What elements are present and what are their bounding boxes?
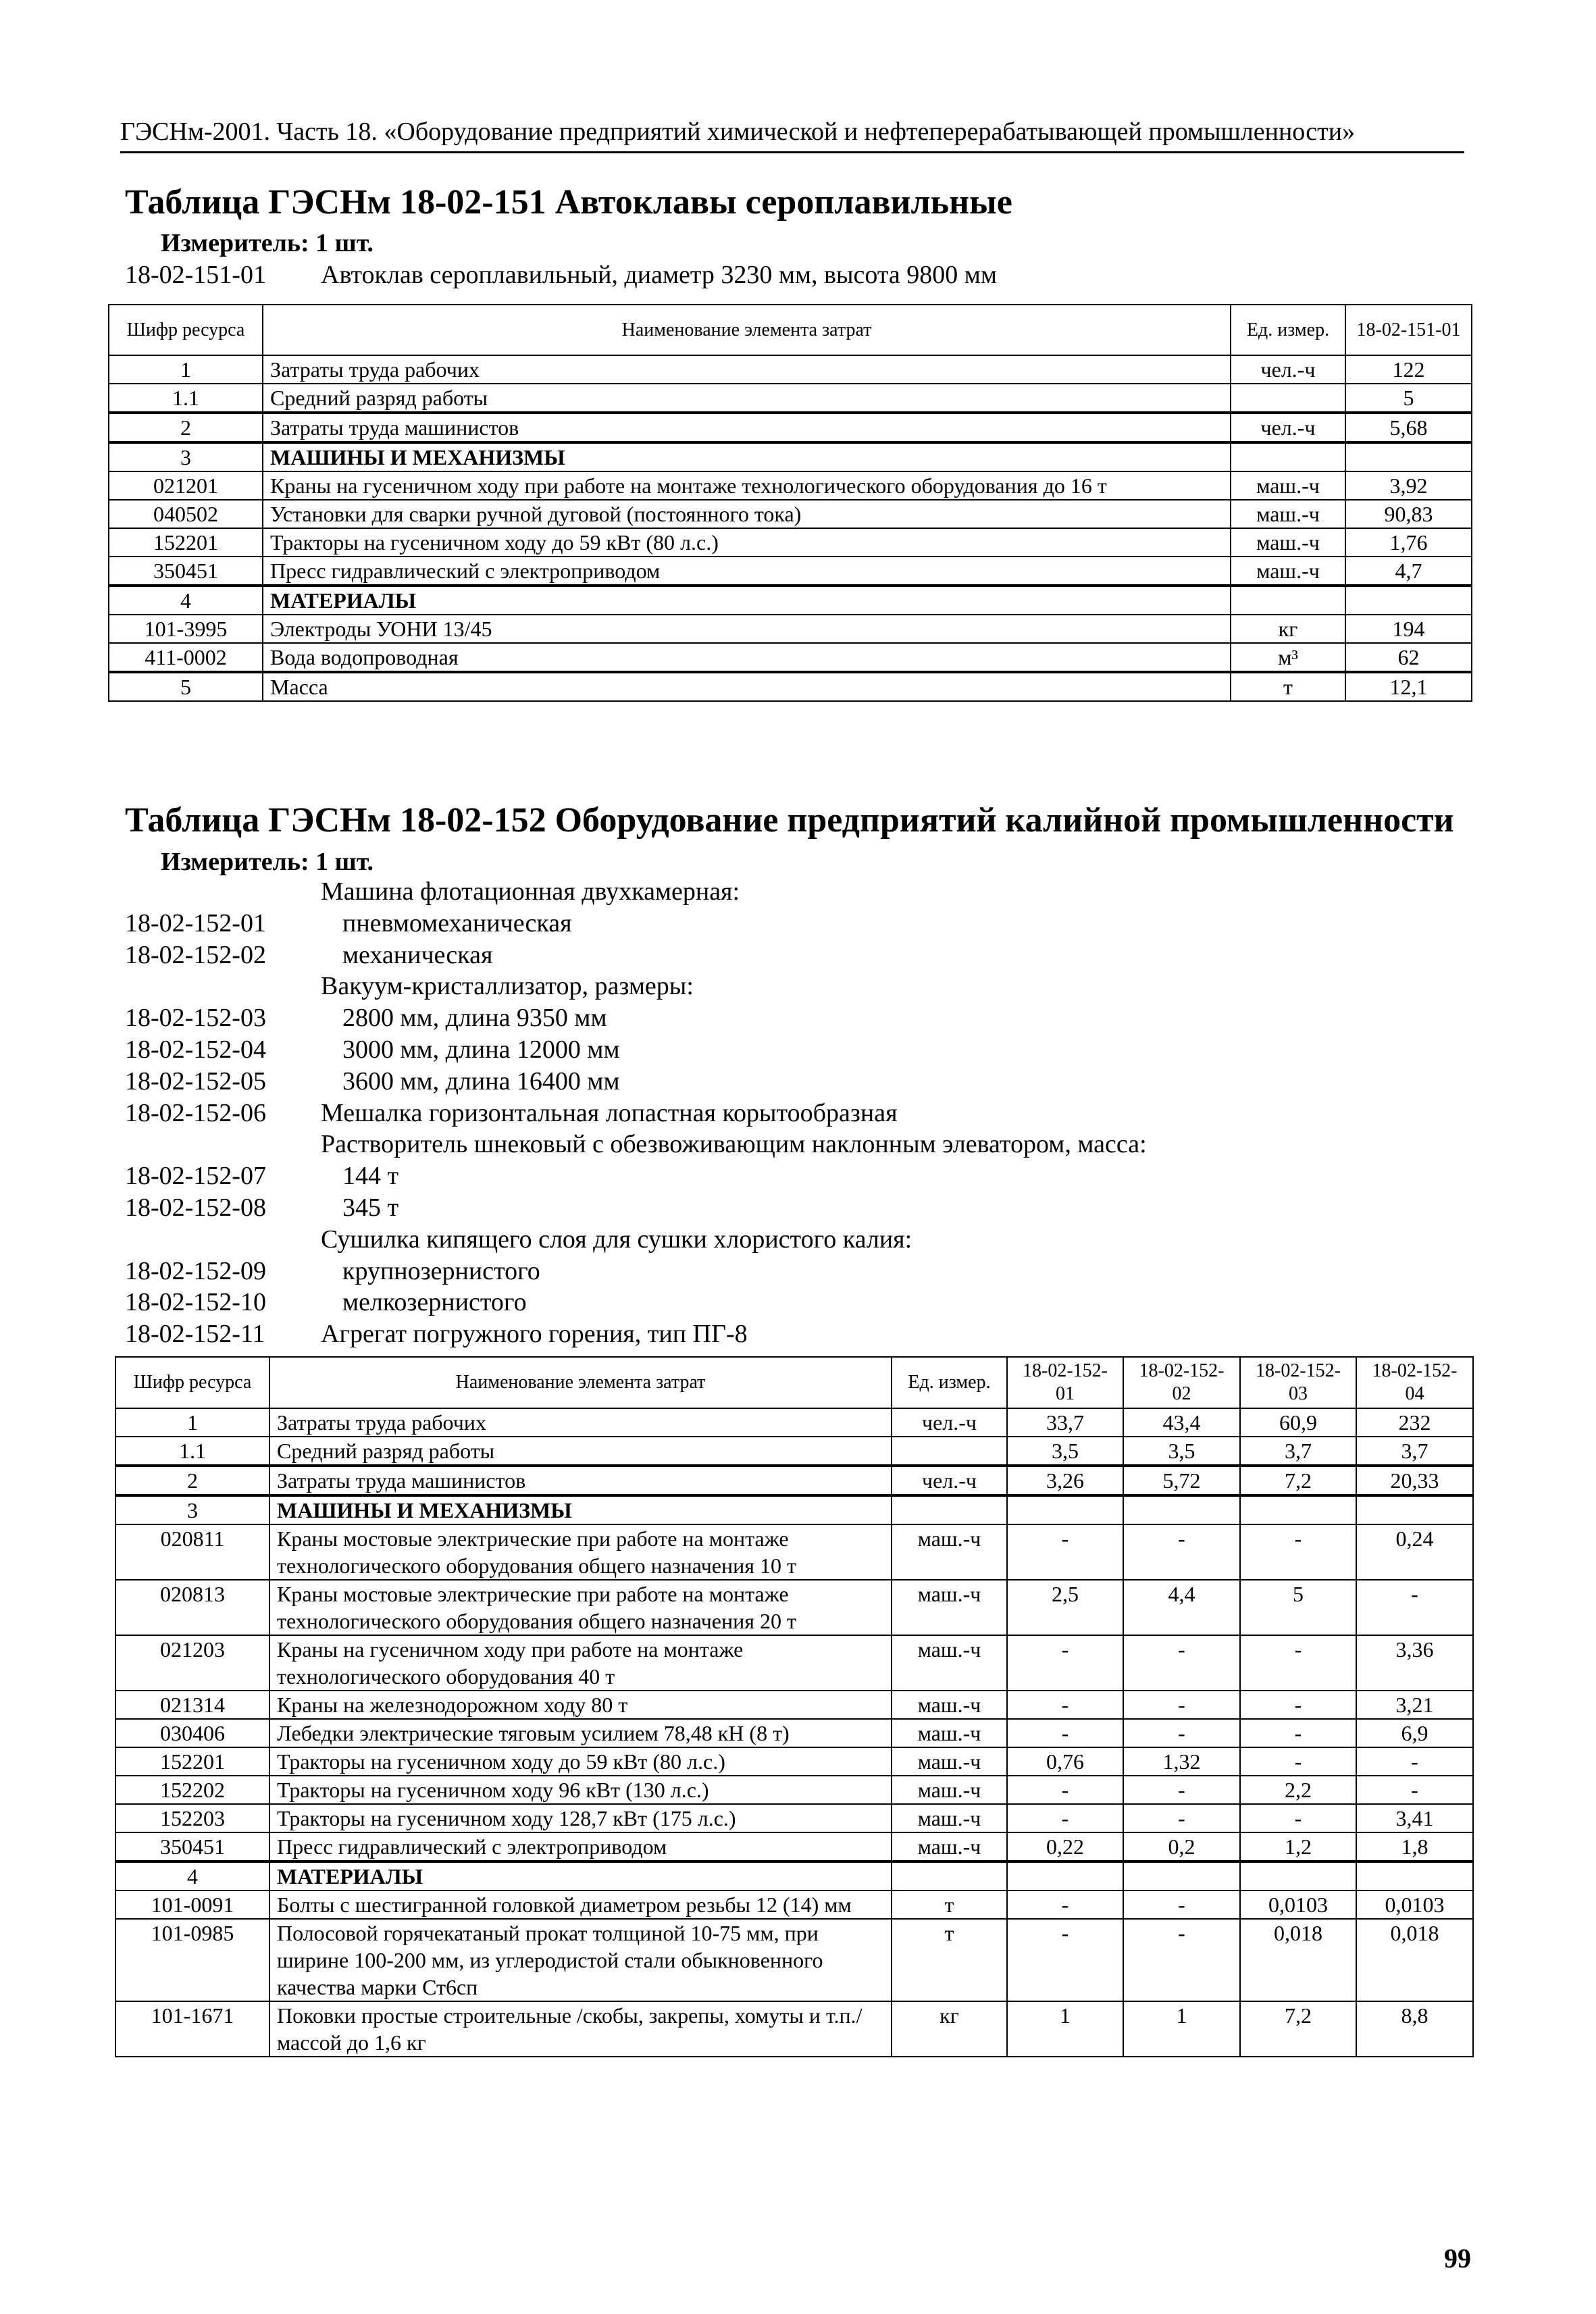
cell-value: 194 (1345, 615, 1472, 643)
cell-unit: кг (892, 2001, 1007, 2057)
item-text: Агрегат погружного горения, тип ПГ-8 (321, 1320, 748, 1349)
cell-name: Масса (263, 672, 1231, 701)
table-row (115, 1635, 1473, 1691)
cell-unit: маш.-ч (892, 1635, 1007, 1691)
cell-code: 152202 (115, 1776, 269, 1804)
item-code: 18-02-152-06 (125, 1098, 266, 1127)
cell-code: 030406 (115, 1719, 269, 1747)
page-number: 99 (1444, 2243, 1471, 2273)
cell-value (1345, 442, 1472, 471)
cell-code: 2 (115, 1466, 269, 1495)
cell-value: - (1240, 1804, 1356, 1832)
cell-code: 350451 (115, 1832, 269, 1861)
cell-value: 90,83 (1345, 500, 1472, 528)
table-row (109, 615, 1472, 643)
cell-value: 5,68 (1345, 413, 1472, 442)
cell-code: 3 (109, 442, 263, 471)
item-text: мелкозернистого (342, 1288, 527, 1317)
cell-value: 1 (1123, 2001, 1240, 2057)
cell-value: 3,36 (1356, 1635, 1473, 1691)
cell-value: 0,018 (1240, 1919, 1356, 2001)
cell-value: - (1123, 1691, 1240, 1719)
cell-name: Средний разряд работы (269, 1437, 892, 1466)
cell-code: 101-1671 (115, 2001, 269, 2057)
cell-name: Затраты труда рабочих (269, 1408, 892, 1437)
header-code: Шифр ресурса (109, 305, 263, 355)
item-code: 18-02-152-03 (125, 1004, 266, 1033)
header-col: 18-02-152-04 (1356, 1357, 1473, 1408)
table-row (115, 2001, 1473, 2057)
table1-item-list (125, 259, 1442, 291)
cell-unit: чел.-ч (892, 1408, 1007, 1437)
cell-value: 3,21 (1356, 1691, 1473, 1719)
cell-value: 0,0103 (1356, 1891, 1473, 1919)
cell-value: 5 (1240, 1580, 1356, 1635)
cell-name: Краны мостовые электрические при работе на монтаже технологического оборудования общего назначения 10 т (269, 1524, 892, 1580)
item-code: 18-02-151-01 (125, 261, 266, 289)
cell-value: 2,2 (1240, 1776, 1356, 1804)
header-unit: Ед. измер. (1231, 305, 1345, 355)
cell-code: 1.1 (115, 1437, 269, 1466)
table-row (115, 1580, 1473, 1635)
list-item (125, 1287, 1442, 1318)
cell-code: 101-0091 (115, 1891, 269, 1919)
cell-name: Затраты труда машинистов (269, 1466, 892, 1495)
cell-name: Тракторы на гусеничном ходу 96 кВт (130 л.с.) (269, 1776, 892, 1804)
header-name: Наименование элемента затрат (263, 305, 1231, 355)
cell-name: Затраты труда рабочих (263, 355, 1231, 384)
cell-value: - (1240, 1747, 1356, 1776)
item-code: 18-02-152-04 (125, 1035, 266, 1064)
cell-value: 0,22 (1007, 1832, 1123, 1861)
item-code: 18-02-152-09 (125, 1256, 266, 1285)
list-item (125, 1224, 1442, 1256)
item-text: пневмомеханическая (342, 908, 572, 937)
cell-value: - (1123, 1776, 1240, 1804)
cell-value: 1,2 (1240, 1832, 1356, 1861)
table2-item-list (125, 876, 1442, 1350)
cell-name: Краны мостовые электрические при работе на монтаже технологического оборудования общего назначения 20 т (269, 1580, 892, 1635)
cell-value: 4,7 (1345, 557, 1472, 586)
cell-code: 152201 (109, 528, 263, 557)
cell-value: 1,32 (1123, 1747, 1240, 1776)
cell-value: 43,4 (1123, 1408, 1240, 1437)
header-col: 18-02-152-03 (1240, 1357, 1356, 1408)
cell-value: - (1007, 1804, 1123, 1832)
cell-code: 4 (109, 586, 263, 615)
cell-value: - (1007, 1919, 1123, 2001)
table-row (109, 586, 1472, 615)
list-item (125, 1034, 1442, 1066)
cell-code: 021203 (115, 1635, 269, 1691)
item-code: 18-02-152-08 (125, 1193, 266, 1222)
table2-meter: Измеритель: 1 шт. (161, 848, 374, 876)
table1-resources (108, 304, 1472, 702)
cell-value: - (1240, 1635, 1356, 1691)
cell-name: Краны на железнодорожном ходу 80 т (269, 1691, 892, 1719)
cell-value: 12,1 (1345, 672, 1472, 701)
cell-value: - (1007, 1891, 1123, 1919)
table2-resources (115, 1356, 1474, 2057)
cell-name: МАШИНЫ И МЕХАНИЗМЫ (269, 1495, 892, 1524)
cell-value: 232 (1356, 1408, 1473, 1437)
table-row (115, 1408, 1473, 1437)
cell-value: - (1240, 1524, 1356, 1580)
table-row (109, 557, 1472, 586)
cell-unit: кг (1231, 615, 1345, 643)
cell-name: Электроды УОНИ 13/45 (263, 615, 1231, 643)
page-header: ГЭСНм-2001. Часть 18. «Оборудование предприятий химической и нефтеперерабатывающей промышленности» (120, 115, 1464, 153)
cell-value (1345, 586, 1472, 615)
cell-unit (1231, 442, 1345, 471)
cell-name: Полосовой горячекатаный прокат толщиной 10-75 мм, при ширине 100-200 мм, из углеродистой стали обыкновенного качества марки Ст6сп (269, 1919, 892, 2001)
cell-name: Тракторы на гусеничном ходу 128,7 кВт (175 л.с.) (269, 1804, 892, 1832)
cell-value: - (1123, 1919, 1240, 2001)
cell-value: 0,018 (1356, 1919, 1473, 2001)
item-text: Сушилка кипящего слоя для сушки хлористого калия: (321, 1225, 912, 1254)
cell-value: - (1123, 1524, 1240, 1580)
cell-value: 3,7 (1240, 1437, 1356, 1466)
cell-value: 3,26 (1007, 1466, 1123, 1495)
table-row (115, 1747, 1473, 1776)
cell-value (1007, 1861, 1123, 1891)
cell-value: - (1123, 1804, 1240, 1832)
cell-value: 3,41 (1356, 1804, 1473, 1832)
cell-value: - (1356, 1747, 1473, 1776)
item-code: 18-02-152-10 (125, 1288, 266, 1317)
cell-unit: маш.-ч (892, 1747, 1007, 1776)
table-row (109, 500, 1472, 528)
cell-value: 62 (1345, 643, 1472, 672)
cell-unit: м³ (1231, 643, 1345, 672)
cell-code: 350451 (109, 557, 263, 586)
item-text: Вакуум-кристаллизатор, размеры: (321, 972, 694, 1001)
cell-value: 20,33 (1356, 1466, 1473, 1495)
cell-value: 0,76 (1007, 1747, 1123, 1776)
cell-unit (892, 1495, 1007, 1524)
cell-value (1240, 1861, 1356, 1891)
table-row (109, 672, 1472, 701)
cell-value: 1,76 (1345, 528, 1472, 557)
table-row (109, 355, 1472, 384)
table-row (115, 1804, 1473, 1832)
table-row (115, 1691, 1473, 1719)
cell-code: 2 (109, 413, 263, 442)
cell-name: Краны на гусеничном ходу при работе на монтаже технологического оборудования 40 т (269, 1635, 892, 1691)
cell-value: 33,7 (1007, 1408, 1123, 1437)
list-item (125, 1002, 1442, 1034)
cell-name: Средний разряд работы (263, 384, 1231, 413)
cell-value: - (1007, 1776, 1123, 1804)
cell-value: 2,5 (1007, 1580, 1123, 1635)
cell-value: - (1240, 1719, 1356, 1747)
list-item (125, 971, 1442, 1002)
cell-unit: т (1231, 672, 1345, 701)
cell-value: 6,9 (1356, 1719, 1473, 1747)
item-code (125, 1129, 321, 1160)
table-row (115, 1832, 1473, 1861)
item-text: 2800 мм, длина 9350 мм (342, 1004, 607, 1033)
table-row (115, 1919, 1473, 2001)
cell-value: 1,8 (1356, 1832, 1473, 1861)
cell-unit: маш.-ч (892, 1719, 1007, 1747)
cell-name: Поковки простые строительные /скобы, закрепы, хомуты и т.п./ массой до 1,6 кг (269, 2001, 892, 2057)
table-row (109, 471, 1472, 500)
cell-code: 1.1 (109, 384, 263, 413)
cell-value: 3,5 (1123, 1437, 1240, 1466)
table-row (115, 1524, 1473, 1580)
table-row (115, 1466, 1473, 1495)
cell-value: 5,72 (1123, 1466, 1240, 1495)
cell-unit: маш.-ч (1231, 528, 1345, 557)
cell-code: 021314 (115, 1691, 269, 1719)
list-item (125, 1160, 1442, 1192)
cell-value: 1 (1007, 2001, 1123, 2057)
cell-unit: чел.-ч (1231, 355, 1345, 384)
cell-value: 0,0103 (1240, 1891, 1356, 1919)
cell-code: 1 (109, 355, 263, 384)
cell-code: 152201 (115, 1747, 269, 1776)
header-col: 18-02-152-01 (1007, 1357, 1123, 1408)
list-item (125, 908, 1442, 940)
item-text: крупнозернистого (342, 1256, 540, 1285)
cell-value: 0,2 (1123, 1832, 1240, 1861)
cell-value (1123, 1495, 1240, 1524)
cell-name: Лебедки электрические тяговым усилием 78,48 кН (8 т) (269, 1719, 892, 1747)
cell-unit: маш.-ч (1231, 557, 1345, 586)
item-text: Мешалка горизонтальная лопастная корытообразная (321, 1098, 898, 1127)
cell-code: 101-3995 (109, 615, 263, 643)
item-text: 3600 мм, длина 16400 мм (342, 1066, 620, 1096)
cell-name: Затраты труда машинистов (263, 413, 1231, 442)
cell-value: 4,4 (1123, 1580, 1240, 1635)
cell-code: 101-0985 (115, 1919, 269, 2001)
item-code: 18-02-152-11 (125, 1320, 265, 1349)
cell-code: 152203 (115, 1804, 269, 1832)
header-col: 18-02-151-01 (1345, 305, 1472, 355)
cell-value: - (1007, 1635, 1123, 1691)
item-text: механическая (342, 940, 493, 969)
cell-name: МАТЕРИАЛЫ (263, 586, 1231, 615)
cell-unit: маш.-ч (892, 1832, 1007, 1861)
cell-unit (1231, 586, 1345, 615)
cell-unit (892, 1861, 1007, 1891)
item-text: 3000 мм, длина 12000 мм (342, 1035, 620, 1064)
header-code: Шифр ресурса (115, 1357, 269, 1408)
cell-unit: чел.-ч (1231, 413, 1345, 442)
cell-value: 7,2 (1240, 1466, 1356, 1495)
item-code (125, 971, 321, 1002)
cell-unit: т (892, 1891, 1007, 1919)
list-item (125, 940, 1442, 971)
table-row (109, 413, 1472, 442)
cell-value: 3,92 (1345, 471, 1472, 500)
cell-unit: т (892, 1919, 1007, 2001)
table-row (115, 1776, 1473, 1804)
cell-value: - (1123, 1635, 1240, 1691)
cell-value: - (1007, 1524, 1123, 1580)
cell-value: - (1007, 1691, 1123, 1719)
cell-value (1356, 1861, 1473, 1891)
list-item (125, 1098, 1442, 1129)
cell-value: - (1240, 1691, 1356, 1719)
cell-value: - (1007, 1719, 1123, 1747)
cell-value: 7,2 (1240, 2001, 1356, 2057)
item-text: Растворитель шнековый с обезвоживающим наклонным элеватором, масса: (321, 1130, 1147, 1159)
cell-value (1007, 1495, 1123, 1524)
cell-value: 0,24 (1356, 1524, 1473, 1580)
list-item (125, 1129, 1442, 1160)
table-row (109, 528, 1472, 557)
table1-meter: Измеритель: 1 шт. (161, 229, 374, 257)
cell-code: 021201 (109, 471, 263, 500)
list-item (125, 259, 1442, 291)
cell-unit: чел.-ч (892, 1466, 1007, 1495)
cell-unit: маш.-ч (892, 1776, 1007, 1804)
cell-code: 1 (115, 1408, 269, 1437)
cell-name: Болты с шестигранной головкой диаметром резьбы 12 (14) мм (269, 1891, 892, 1919)
list-item (125, 1318, 1442, 1350)
cell-name: МАШИНЫ И МЕХАНИЗМЫ (263, 442, 1231, 471)
list-item (125, 1256, 1442, 1287)
cell-code: 4 (115, 1861, 269, 1891)
table-row (115, 1495, 1473, 1524)
cell-value: 3,7 (1356, 1437, 1473, 1466)
list-item (125, 876, 1442, 908)
header-name: Наименование элемента затрат (269, 1357, 892, 1408)
cell-unit: маш.-ч (892, 1691, 1007, 1719)
cell-unit: маш.-ч (892, 1524, 1007, 1580)
table1-title: Таблица ГЭСНм 18-02-151 Автоклавы сероплавильные (125, 183, 1012, 222)
cell-value: 60,9 (1240, 1408, 1356, 1437)
cell-value: - (1123, 1891, 1240, 1919)
cell-value: 8,8 (1356, 2001, 1473, 2057)
list-item (125, 1066, 1442, 1098)
cell-value: - (1356, 1776, 1473, 1804)
item-text: 345 т (342, 1193, 399, 1222)
table-row (115, 1861, 1473, 1891)
cell-value (1240, 1495, 1356, 1524)
cell-unit (1231, 384, 1345, 413)
cell-value (1123, 1861, 1240, 1891)
cell-unit: маш.-ч (1231, 500, 1345, 528)
table-row (115, 1719, 1473, 1747)
header-col: 18-02-152-02 (1123, 1357, 1240, 1408)
header-unit: Ед. измер. (892, 1357, 1007, 1408)
cell-value: 122 (1345, 355, 1472, 384)
list-item (125, 1192, 1442, 1224)
table-row (109, 442, 1472, 471)
cell-code: 5 (109, 672, 263, 701)
cell-value: - (1356, 1580, 1473, 1635)
cell-value: 5 (1345, 384, 1472, 413)
cell-value: - (1123, 1719, 1240, 1747)
cell-name: МАТЕРИАЛЫ (269, 1861, 892, 1891)
item-code: 18-02-152-05 (125, 1066, 266, 1096)
cell-name: Краны на гусеничном ходу при работе на монтаже технологического оборудования до 16 т (263, 471, 1231, 500)
table2-title: Таблица ГЭСНм 18-02-152 Оборудование предприятий калийной промышленности (125, 801, 1454, 840)
item-code: 18-02-152-01 (125, 908, 266, 937)
cell-name: Тракторы на гусеничном ходу до 59 кВт (80 л.с.) (269, 1747, 892, 1776)
cell-name: Тракторы на гусеничном ходу до 59 кВт (80 л.с.) (263, 528, 1231, 557)
cell-unit: маш.-ч (892, 1804, 1007, 1832)
cell-value: 3,5 (1007, 1437, 1123, 1466)
cell-code: 411-0002 (109, 643, 263, 672)
cell-name: Пресс гидравлический с электроприводом (269, 1832, 892, 1861)
item-code (125, 1224, 321, 1256)
cell-code: 020813 (115, 1580, 269, 1635)
table-row (109, 384, 1472, 413)
cell-name: Вода водопроводная (263, 643, 1231, 672)
item-code: 18-02-152-02 (125, 940, 266, 969)
cell-code: 040502 (109, 500, 263, 528)
item-text: Автоклав сероплавильный, диаметр 3230 мм, высота 9800 мм (321, 261, 997, 289)
item-text: Машина флотационная двухкамерная: (321, 877, 740, 906)
cell-unit: маш.-ч (1231, 471, 1345, 500)
item-code: 18-02-152-07 (125, 1162, 266, 1191)
table-row (115, 1437, 1473, 1466)
cell-unit (892, 1437, 1007, 1466)
cell-code: 3 (115, 1495, 269, 1524)
table-row (115, 1891, 1473, 1919)
cell-code: 020811 (115, 1524, 269, 1580)
item-code (125, 876, 321, 908)
cell-name: Пресс гидравлический с электроприводом (263, 557, 1231, 586)
cell-name: Установки для сварки ручной дуговой (постоянного тока) (263, 500, 1231, 528)
cell-value (1356, 1495, 1473, 1524)
table-row (109, 643, 1472, 672)
item-text: 144 т (342, 1162, 399, 1191)
cell-unit: маш.-ч (892, 1580, 1007, 1635)
